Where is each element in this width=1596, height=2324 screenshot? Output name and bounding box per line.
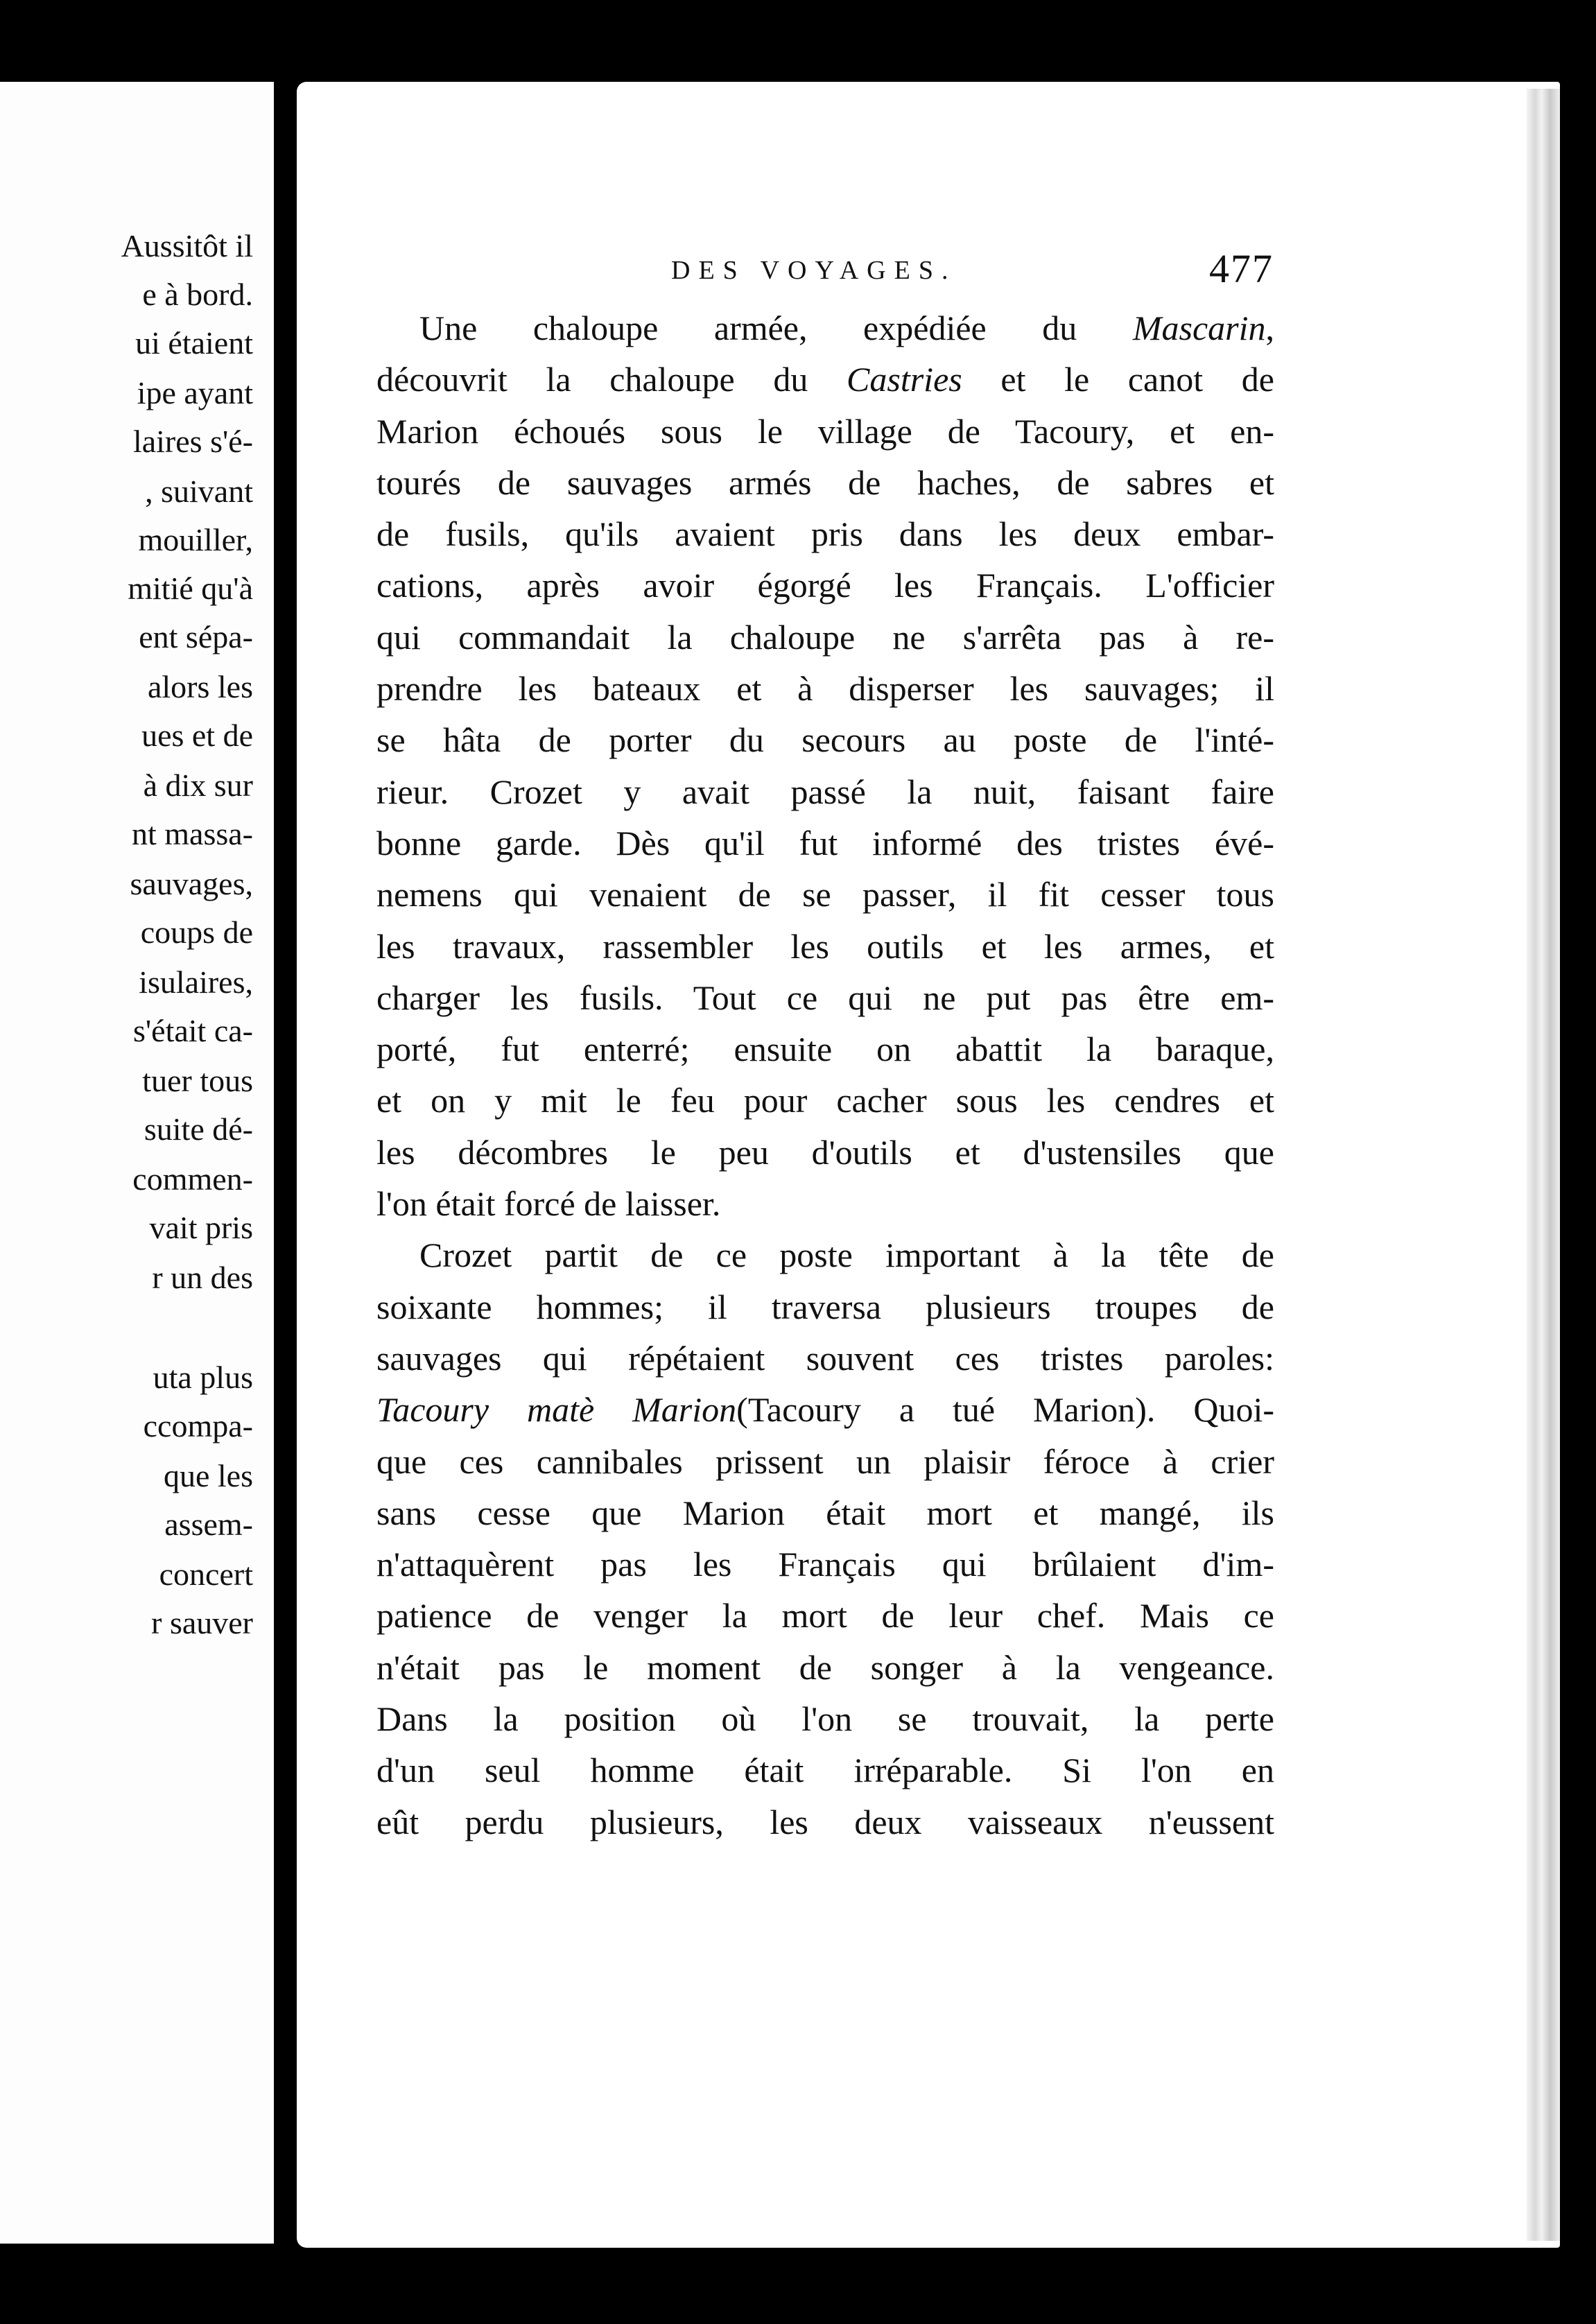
left-page-line: nt massa- xyxy=(131,816,253,851)
left-page-line: Aussitôt il xyxy=(121,228,253,263)
left-page-line: concert xyxy=(159,1556,253,1592)
text-segment: , xyxy=(1265,309,1274,347)
text-line xyxy=(376,1693,1274,1744)
text-line xyxy=(376,869,1274,920)
left-page-line: e à bord. xyxy=(142,277,253,312)
left-page-line: ent sépa- xyxy=(139,619,253,654)
text-segment: sans cesse que Marion était mort et mangé, ils xyxy=(376,1493,1274,1532)
text-segment: prendre les bateaux et à disperser les sauvages; il xyxy=(376,669,1274,709)
left-page-line: coups de xyxy=(140,914,253,950)
text-segment: et on y mit le feu pour cacher sous les cendres et xyxy=(376,1081,1274,1120)
left-page-line: que les xyxy=(163,1458,253,1493)
text-line xyxy=(376,406,1274,457)
left-page-line: suite dé- xyxy=(144,1111,253,1147)
text-line xyxy=(376,1281,1274,1333)
italic-text: Tacoury matè Marion xyxy=(376,1390,737,1430)
text-segment: se hâta de porter du secours au poste de l'inté- xyxy=(376,720,1274,760)
left-page-line: assem- xyxy=(164,1507,253,1542)
left-page-line: ccompa- xyxy=(143,1408,253,1443)
text-segment: rieur. Crozet y avait passé la nuit, faisant faire xyxy=(376,772,1274,811)
text-line xyxy=(376,714,1274,765)
text-segment: et le canot de xyxy=(962,360,1274,399)
text-segment: Marion échoués sous le village de Tacoury, et en- xyxy=(376,411,1274,451)
text-segment: eût perdu plusieurs, les deux vaisseaux n'eussent xyxy=(376,1802,1274,1841)
left-page-line: sauvages, xyxy=(130,866,253,901)
text-line xyxy=(376,1178,1274,1229)
text-line xyxy=(376,612,1274,663)
text-line xyxy=(376,921,1274,972)
text-segment: les décombres le peu d'outils et d'ustensiles que xyxy=(376,1132,1274,1172)
text-line xyxy=(376,1023,1274,1075)
text-line xyxy=(376,508,1274,560)
text-segment: l'on était forcé de laisser. xyxy=(376,1184,721,1224)
text-segment: qui commandait la chaloupe ne s'arrêta pas à re- xyxy=(376,617,1274,657)
left-page-line: alors les xyxy=(147,669,253,704)
text-segment: Une chaloupe armée, expédiée du xyxy=(419,309,1133,347)
text-segment: tourés de sauvages armés de haches, de sabres et xyxy=(376,462,1274,502)
left-page-line: laires s'é- xyxy=(132,424,253,459)
text-segment: soixante hommes; il traversa plusieurs troupes de xyxy=(376,1287,1274,1326)
italic-text: Castries xyxy=(847,360,962,399)
text-line xyxy=(376,1796,1274,1848)
left-page-line: vait pris xyxy=(149,1210,253,1245)
text-line xyxy=(376,1075,1274,1126)
right-page xyxy=(297,82,1560,2248)
text-line xyxy=(376,766,1274,817)
text-segment: découvrit la chaloupe du xyxy=(376,360,847,399)
left-page-line: commen- xyxy=(132,1161,253,1197)
text-line xyxy=(376,1538,1274,1590)
text-line xyxy=(376,972,1274,1023)
left-page-line: mitié qu'à xyxy=(128,571,253,606)
text-line xyxy=(376,457,1274,508)
left-page-line: ipe ayant xyxy=(137,375,253,410)
left-page xyxy=(0,82,274,2244)
text-segment: Dans la position où l'on se trouvait, la perte xyxy=(376,1699,1274,1739)
text-line xyxy=(376,663,1274,714)
text-line xyxy=(376,1229,1274,1281)
text-line xyxy=(376,817,1274,869)
text-segment: sauvages qui répétaient souvent ces tristes paroles: xyxy=(376,1338,1274,1378)
text-segment: nemens qui venaient de se passer, il fit cesser tous xyxy=(376,875,1274,914)
left-page-line: tuer tous xyxy=(142,1063,253,1098)
text-line xyxy=(376,1487,1274,1538)
text-line xyxy=(376,302,1274,354)
text-line xyxy=(376,1744,1274,1796)
page-edge xyxy=(1527,89,1560,2241)
text-segment: d'un seul homme était irréparable. Si l'on en xyxy=(376,1751,1274,1790)
body-text xyxy=(376,302,1274,1848)
italic-text: Mascarin xyxy=(1132,309,1266,347)
page-number: 477 xyxy=(1209,246,1274,291)
text-segment: charger les fusils. Tout ce qui ne put pas être em- xyxy=(376,978,1274,1017)
text-segment: bonne garde. Dès qu'il fut informé des tristes évé- xyxy=(376,823,1274,862)
text-line xyxy=(376,1436,1274,1487)
left-page-line: uta plus xyxy=(153,1360,253,1395)
text-line xyxy=(376,1384,1274,1435)
left-page-line: mouiller, xyxy=(138,522,253,557)
left-page-line: s'était ca- xyxy=(132,1013,253,1048)
text-segment: les travaux, rassembler les outils et les armes, et xyxy=(376,926,1274,966)
text-segment: patience de venger la mort de leur chef. Mais ce xyxy=(376,1596,1274,1636)
text-segment: de fusils, qu'ils avaient pris dans les deux embar- xyxy=(376,514,1274,554)
left-page-line: ues et de xyxy=(141,718,253,753)
left-page-line: ui étaient xyxy=(135,325,253,361)
text-segment: (Tacoury a tué Marion). Quoi- xyxy=(736,1390,1274,1430)
text-line xyxy=(376,560,1274,611)
left-page-line: r un des xyxy=(152,1260,253,1295)
text-line xyxy=(376,1333,1274,1384)
left-page-line: , suivant xyxy=(145,474,253,509)
text-segment: cations, après avoir égorgé les Français. L'officier xyxy=(376,566,1274,605)
text-segment: n'attaquèrent pas les Français qui brûlaient d'im- xyxy=(376,1545,1274,1584)
left-page-line: isulaires, xyxy=(139,964,253,1000)
running-head: DES VOYAGES. xyxy=(671,256,957,285)
text-line xyxy=(376,354,1274,405)
text-line xyxy=(376,1590,1274,1641)
text-line xyxy=(376,1127,1274,1178)
left-page-line: à dix sur xyxy=(143,768,253,803)
text-segment: porté, fut enterré; ensuite on abattit la baraque, xyxy=(376,1030,1274,1069)
text-segment: n'était pas le moment de songer à la vengeance. xyxy=(376,1647,1274,1687)
text-segment: Crozet partit de ce poste important à la tête de xyxy=(419,1235,1274,1275)
text-segment: que ces cannibales prissent un plaisir féroce à crier xyxy=(376,1441,1274,1481)
text-line xyxy=(376,1642,1274,1693)
left-page-line: r sauver xyxy=(151,1605,253,1640)
